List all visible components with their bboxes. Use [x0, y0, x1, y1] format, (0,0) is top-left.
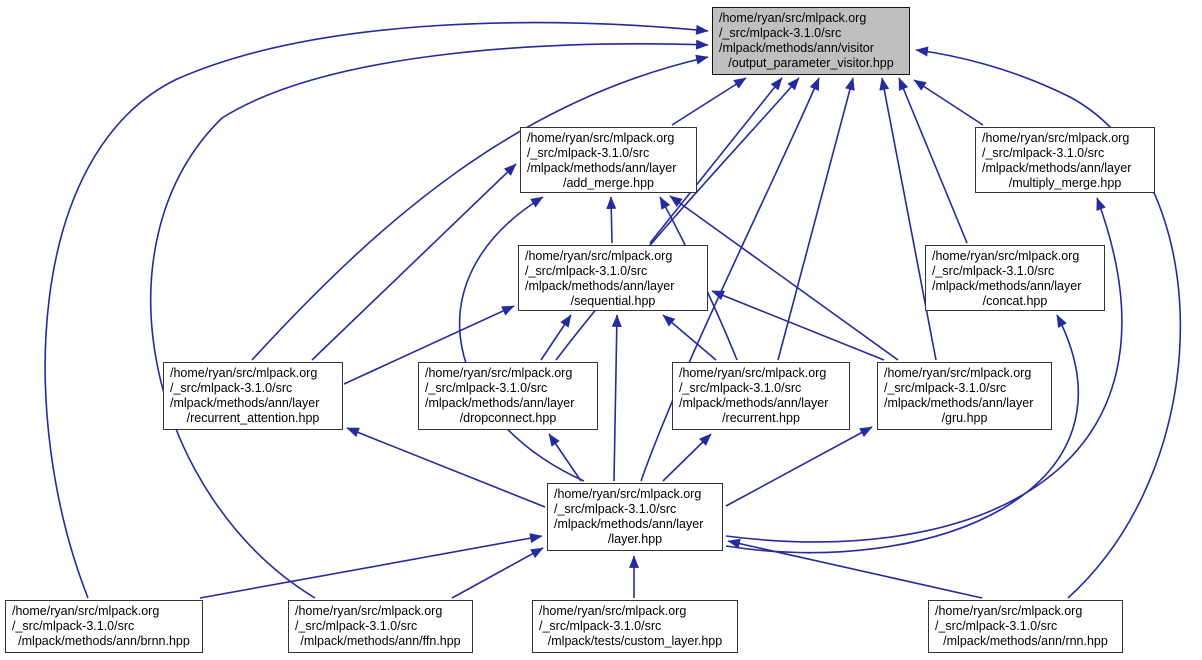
- node-rnn[interactable]: [928, 600, 1123, 653]
- node-layer[interactable]: [547, 483, 723, 551]
- edge-ffn-to-layer: [452, 548, 543, 598]
- node-label-line: /_src/mlpack-3.1.0/src: [554, 502, 677, 516]
- node-recurrent[interactable]: [672, 362, 850, 430]
- node-label-line: /mlpack/methods/ann/layer: [527, 161, 677, 175]
- node-label-line: /_src/mlpack-3.1.0/src: [539, 619, 662, 633]
- edge-layer-to-recurrent_attention: [347, 428, 545, 507]
- node-label-line: /mlpack/methods/ann/layer: [982, 161, 1132, 175]
- edge-brnn-to-layer: [200, 536, 542, 598]
- node-custom_layer[interactable]: [532, 600, 738, 653]
- node-label-line: /mlpack/methods/ann/layer: [525, 279, 675, 293]
- node-label-line: /mlpack/methods/ann/brnn.hpp: [18, 634, 190, 648]
- node-label-line: /mlpack/methods/ann/layer: [554, 517, 704, 531]
- node-label-line: /sequential.hpp: [570, 294, 656, 308]
- node-label-line: /mlpack/tests/custom_layer.hpp: [547, 634, 723, 648]
- node-label-line: /home/ryan/src/mlpack.org: [884, 366, 1032, 380]
- node-label-line: /concat.hpp: [982, 294, 1048, 308]
- node-label-line: /home/ryan/src/mlpack.org: [295, 604, 443, 618]
- edge-dropconnect-to-sequential: [541, 315, 571, 360]
- node-output_parameter_visitor: [712, 7, 910, 75]
- edge-layer-to-gru: [726, 427, 872, 506]
- node-label-line: /mlpack/methods/ann/rnn.hpp: [943, 634, 1108, 648]
- node-label-line: /_src/mlpack-3.1.0/src: [425, 381, 548, 395]
- node-label-line: /home/ryan/src/mlpack.org: [554, 487, 702, 501]
- node-label-line: /_src/mlpack-3.1.0/src: [982, 146, 1105, 160]
- node-brnn[interactable]: [5, 600, 203, 653]
- edge-layer-to-concat: [726, 315, 1078, 553]
- node-label-line: /home/ryan/src/mlpack.org: [527, 131, 675, 145]
- edge-layer-to-sequential: [614, 315, 617, 481]
- node-label-line: /mlpack/methods/ann/layer: [884, 396, 1034, 410]
- node-label-line: /_src/mlpack-3.1.0/src: [935, 619, 1058, 633]
- edge-layer-to-dropconnect: [549, 434, 581, 481]
- node-label-line: /_src/mlpack-3.1.0/src: [525, 264, 648, 278]
- node-label-line: /home/ryan/src/mlpack.org: [935, 604, 1083, 618]
- node-label-line: /add_merge.hpp: [562, 176, 655, 190]
- edge-recurrent-to-output_parameter_visitor: [778, 78, 853, 360]
- edge-layer-to-add_merge: [460, 197, 584, 481]
- edge-add_merge-to-output_parameter_visitor: [672, 78, 746, 125]
- node-label-line: /_src/mlpack-3.1.0/src: [170, 381, 293, 395]
- node-label-line: /recurrent.hpp: [722, 411, 800, 425]
- node-label-line: /_src/mlpack-3.1.0/src: [12, 619, 135, 633]
- node-label-line: /home/ryan/src/mlpack.org: [982, 131, 1130, 145]
- node-label-line: /home/ryan/src/mlpack.org: [539, 604, 687, 618]
- node-label-line: /layer.hpp: [607, 532, 663, 546]
- node-label-line: /home/ryan/src/mlpack.org: [425, 366, 573, 380]
- node-recurrent_attention[interactable]: [163, 362, 343, 430]
- node-label-line: /_src/mlpack-3.1.0/src: [679, 381, 802, 395]
- node-ffn[interactable]: [288, 600, 473, 653]
- node-label-line: /_src/mlpack-3.1.0/src: [527, 146, 650, 160]
- node-label-line: /output_parameter_visitor.hpp: [728, 56, 894, 70]
- node-label-line: /home/ryan/src/mlpack.org: [525, 249, 673, 263]
- node-label-line: /mlpack/methods/ann/layer: [170, 396, 320, 410]
- node-label-line: /gru.hpp: [941, 411, 988, 425]
- node-label-line: /_src/mlpack-3.1.0/src: [932, 264, 1055, 278]
- node-label-line: /home/ryan/src/mlpack.org: [170, 366, 318, 380]
- node-label-line: /home/ryan/src/mlpack.org: [12, 604, 160, 618]
- node-label-line: /mlpack/methods/ann/layer: [679, 396, 829, 410]
- node-label-line: /home/ryan/src/mlpack.org: [679, 366, 827, 380]
- edge-multiply_merge-to-output_parameter_visitor: [914, 80, 983, 125]
- edge-gru-to-output_parameter_visitor: [882, 78, 936, 360]
- edge-sequential-to-add_merge: [611, 197, 612, 243]
- node-sequential[interactable]: [518, 245, 708, 311]
- node-label-line: /mlpack/methods/ann/ffn.hpp: [300, 634, 461, 648]
- node-label-line: /_src/mlpack-3.1.0/src: [884, 381, 1007, 395]
- edge-recurrent_attention-to-add_merge: [312, 164, 516, 360]
- node-dropconnect[interactable]: [418, 362, 598, 430]
- node-multiply_merge[interactable]: [975, 127, 1155, 193]
- node-label-line: /mlpack/methods/ann/layer: [425, 396, 575, 410]
- node-label-line: /home/ryan/src/mlpack.org: [932, 249, 1080, 263]
- node-label-line: /home/ryan/src/mlpack.org: [719, 11, 867, 25]
- node-concat[interactable]: [925, 245, 1105, 311]
- edge-rnn-to-layer: [728, 541, 982, 598]
- edge-dropconnect-to-output_parameter_visitor: [556, 78, 799, 360]
- edge-layer-to-recurrent: [663, 434, 711, 481]
- node-label-line: /mlpack/methods/ann/visitor: [719, 41, 874, 55]
- node-gru[interactable]: [877, 362, 1052, 430]
- node-add_merge[interactable]: [520, 127, 697, 193]
- node-label-line: /recurrent_attention.hpp: [186, 411, 320, 425]
- node-label-line: /_src/mlpack-3.1.0/src: [719, 26, 842, 40]
- edge-gru-to-sequential: [712, 291, 884, 360]
- node-label-line: /multiply_merge.hpp: [1008, 176, 1122, 190]
- edge-recurrent_attention-to-output_parameter_visitor: [252, 57, 708, 360]
- node-label-line: /dropconnect.hpp: [459, 411, 557, 425]
- node-label-line: /_src/mlpack-3.1.0/src: [295, 619, 418, 633]
- node-label-line: /mlpack/methods/ann/layer: [932, 279, 1082, 293]
